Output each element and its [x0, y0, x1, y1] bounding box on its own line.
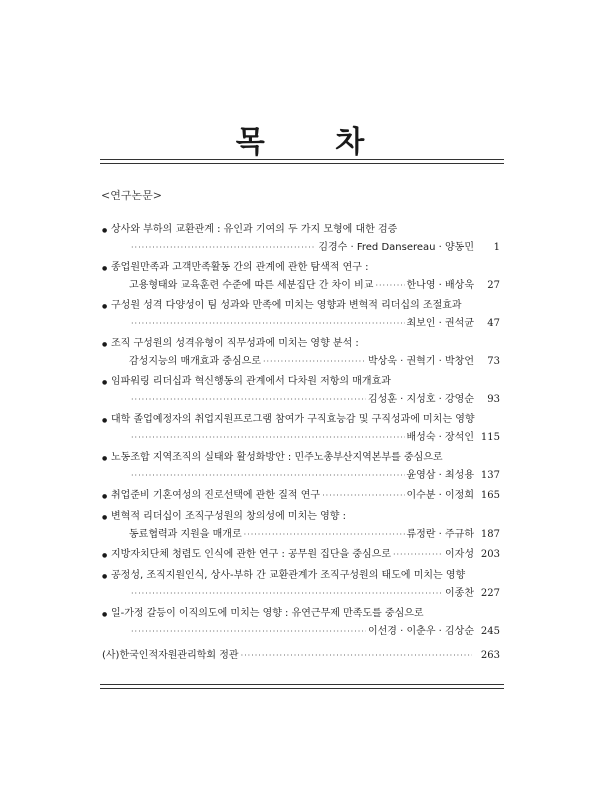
toc-entry[interactable] — [102, 221, 500, 256]
toc-entry[interactable] — [102, 259, 500, 294]
entry-title: 구성원 성격 다양성이 팀 성과와 만족에 미치는 영향과 변혁적 리더십의 조절효과 — [111, 300, 462, 311]
leader-dots — [263, 353, 366, 370]
leader-dots — [131, 467, 405, 484]
entry-page: 187 — [480, 529, 500, 540]
entry-detail-line — [102, 315, 500, 332]
toc-list — [102, 221, 500, 643]
entry-title-line — [102, 297, 500, 315]
entry-subtitle: 동료협력과 지원을 매개로 — [129, 529, 242, 540]
entry-detail-line — [102, 429, 500, 446]
entry-title: 취업준비 기혼여성의 진로선택에 관한 질적 연구 — [111, 490, 321, 501]
entry-title: 조직 구성원의 성격유형이 직무성과에 미치는 영향 분석 : — [111, 338, 359, 349]
entry-detail-line — [102, 353, 500, 370]
entry-page: 165 — [480, 490, 500, 501]
entry-detail-line — [102, 467, 500, 484]
bullet-icon: ● — [102, 417, 108, 424]
entry-page: 245 — [480, 626, 500, 637]
entry-title-line — [102, 567, 500, 585]
entry-page: 115 — [480, 432, 500, 443]
leader-dots — [375, 277, 404, 294]
entry-authors: 배성숙 · 장석인 — [406, 432, 474, 443]
toc-entry[interactable] — [102, 297, 500, 332]
entry-title: 종업원만족과 고객만족활동 간의 관계에 관한 탐색적 연구 : — [111, 262, 369, 273]
bullet-icon: ● — [102, 552, 108, 559]
entry-authors: 이자성 — [445, 549, 474, 560]
entry-subtitle: 고용형태와 교육훈련 수준에 따른 세분집단 간 차이 비교 — [129, 280, 374, 291]
entry-title: 공정성, 조직지원인식, 상사-부하 간 교환관계가 조직구성원의 태도에 미치는 영향 — [111, 570, 466, 581]
leader-dots — [131, 623, 366, 640]
entry-subtitle: 감성지능의 매개효과 중심으로 — [129, 356, 261, 367]
entry-row — [102, 546, 500, 564]
entry-authors: 박상욱 · 권혁기 · 박창언 — [367, 356, 474, 367]
toc-entry[interactable] — [102, 411, 500, 446]
toc-entry[interactable] — [102, 487, 500, 505]
entry-title-line — [102, 373, 500, 391]
leader-dots — [322, 487, 404, 504]
entry-title: 노동조합 지역조직의 실태와 활성화방안 : 민주노총부산지역본부를 중심으로 — [111, 452, 443, 463]
bullet-icon: ● — [102, 303, 108, 310]
entry-title: 변혁적 리더십이 조직구성원의 창의성에 미치는 영향 : — [111, 511, 346, 522]
entry-title: 대학 졸업예정자의 취업지원프로그램 참여가 구직효능감 및 구직성과에 미치는 영향 — [111, 414, 475, 425]
bullet-icon: ● — [102, 265, 108, 272]
top-rule-inner — [100, 163, 504, 164]
entry-title-line — [102, 221, 500, 239]
entry-authors: 김경수 · Fred Dansereau · 양동민 — [318, 242, 474, 253]
leader-dots — [241, 651, 472, 660]
entry-detail-line — [102, 585, 500, 602]
leader-dots — [131, 315, 405, 332]
entry-page: 1 — [493, 242, 500, 253]
top-rule — [100, 159, 504, 160]
leader-dots — [131, 391, 366, 408]
entry-authors: 윤영삼 · 최성용 — [406, 470, 474, 481]
entry-authors: 이종찬 — [445, 588, 474, 599]
entry-authors: 한나영 · 배상욱 — [406, 280, 474, 291]
leader-dots — [393, 546, 443, 563]
entry-title-line — [102, 259, 500, 277]
toc-entry[interactable] — [102, 546, 500, 564]
entry-title: 지방자치단체 청렴도 인식에 관한 연구 : 공무원 집단을 중심으로 — [111, 549, 391, 560]
leader-dots — [131, 239, 316, 256]
entry-page: 93 — [487, 394, 500, 405]
entry-title-line — [102, 605, 500, 623]
entry-detail-line — [102, 526, 500, 543]
toc-entry[interactable] — [102, 449, 500, 484]
leader-dots — [131, 585, 443, 602]
entry-page: 203 — [480, 549, 500, 560]
entry-page: 73 — [487, 356, 500, 367]
entry-authors: 김성훈 · 지성호 · 강영순 — [367, 394, 474, 405]
entry-row — [102, 487, 500, 505]
bullet-icon: ● — [102, 341, 108, 348]
toc-entry[interactable] — [102, 335, 500, 370]
entry-authors: 이수분 · 이정희 — [406, 490, 474, 501]
bullet-icon: ● — [102, 514, 108, 521]
entry-title: 상사와 부하의 교환관계 : 유인과 기여의 두 가지 모형에 대한 검증 — [111, 224, 398, 235]
entry-title-line — [102, 449, 500, 467]
leader-dots — [131, 429, 405, 446]
entry-title: 일-가정 갈등이 이직의도에 미치는 영향 : 유연근무제 만족도를 중심으로 — [111, 608, 424, 619]
society-page: 263 — [480, 650, 500, 661]
bullet-icon: ● — [102, 611, 108, 618]
bullet-icon: ● — [102, 455, 108, 462]
society-label: (사)한국인적자원관리학회 정관 — [102, 650, 239, 661]
section-label: <연구논문> — [101, 189, 162, 202]
entry-title-line — [102, 508, 500, 526]
entry-page: 27 — [487, 280, 500, 291]
bullet-icon: ● — [102, 493, 108, 500]
entry-title: 임파워링 리더십과 혁신행동의 관계에서 다차원 저항의 매개효과 — [111, 376, 391, 387]
entry-authors: 이선경 · 이춘우 · 김상순 — [367, 626, 474, 637]
entry-title-line — [102, 411, 500, 429]
entry-detail-line — [102, 391, 500, 408]
entry-page: 227 — [480, 588, 500, 599]
entry-detail-line — [102, 239, 500, 256]
entry-detail-line — [102, 623, 500, 640]
bottom-rule-inner — [100, 688, 504, 689]
bottom-rule — [100, 684, 504, 685]
bullet-icon: ● — [102, 227, 108, 234]
page-title: 목 차 — [235, 125, 395, 160]
bullet-icon: ● — [102, 573, 108, 580]
entry-authors: 류정란 · 주규하 — [406, 529, 474, 540]
toc-entry[interactable] — [102, 567, 500, 602]
entry-detail-line — [102, 277, 500, 294]
entry-page: 47 — [487, 318, 500, 329]
toc-entry[interactable] — [102, 508, 500, 543]
entry-authors: 최보인 · 권석균 — [406, 318, 474, 329]
toc-entry[interactable] — [102, 605, 500, 640]
leader-dots — [244, 526, 405, 543]
society-entry[interactable] — [102, 646, 500, 661]
entry-title-line — [102, 335, 500, 353]
entry-page: 137 — [480, 470, 500, 481]
toc-entry[interactable] — [102, 373, 500, 408]
bullet-icon: ● — [102, 379, 108, 386]
